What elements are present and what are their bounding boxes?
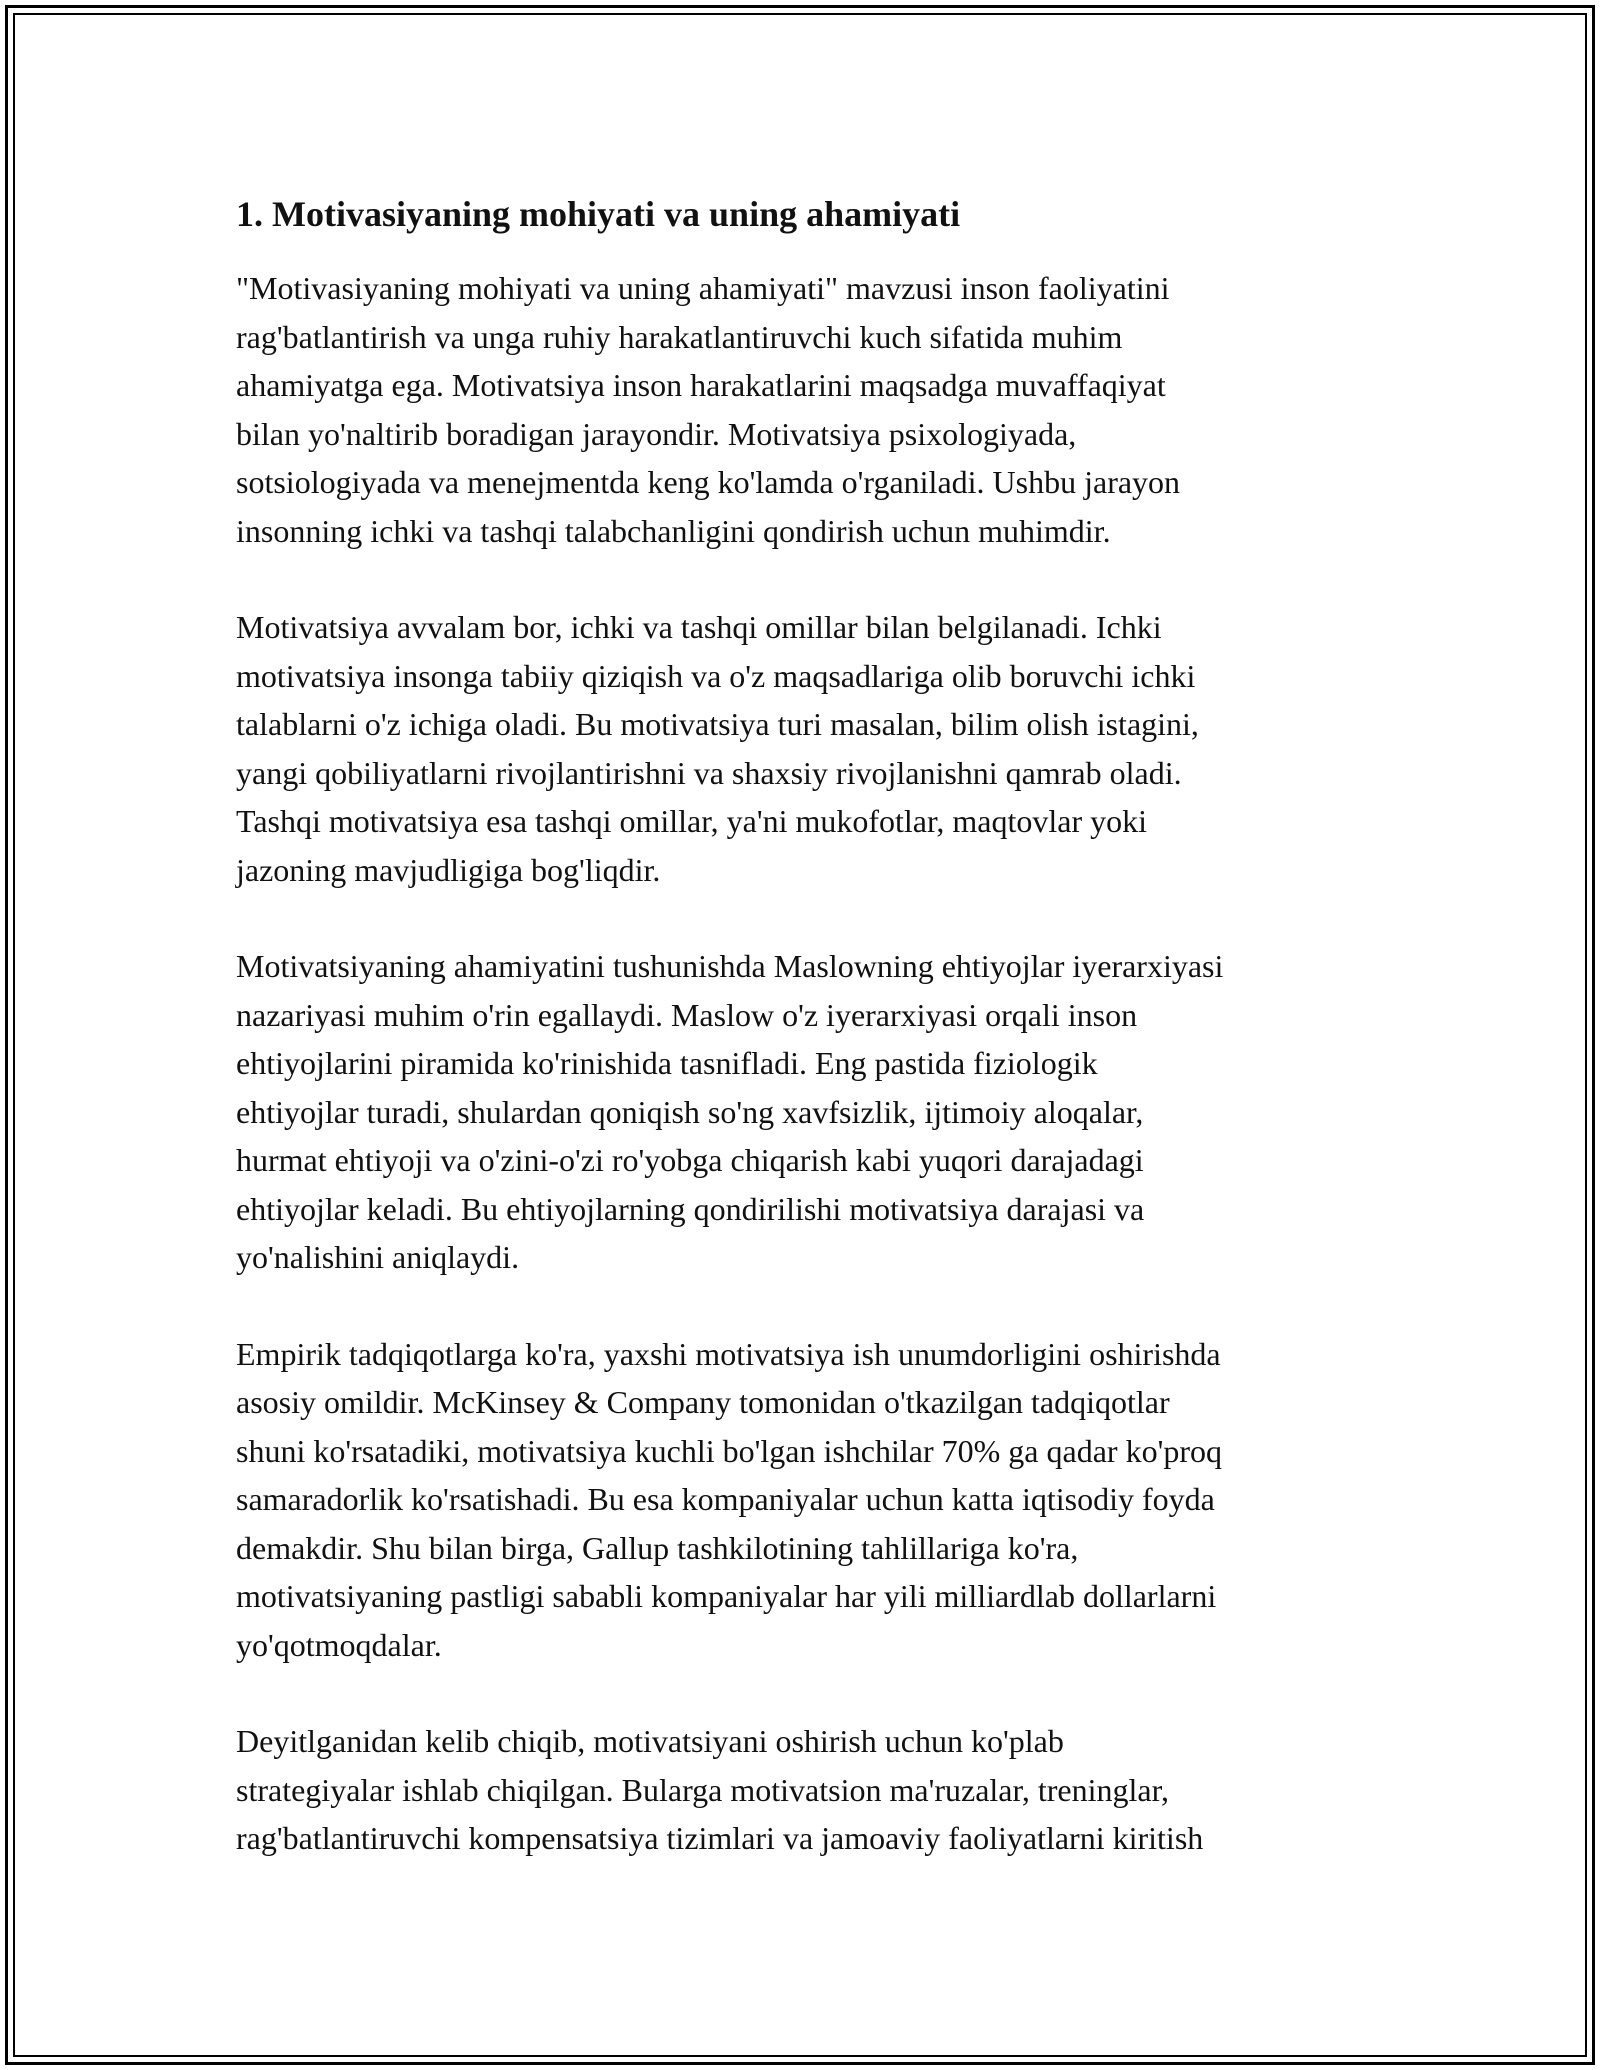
paragraph-line: motivatsiyaning pastligi sababli kompaniyalar har yili milliardlab dollarlarni: [236, 1578, 1217, 1614]
paragraph-line: talablarni o'z ichiga oladi. Bu motivatsiya turi masalan, bilim olish istagini,: [236, 706, 1199, 742]
document-title: 1. Motivasiyaning mohiyati va uning ahamiyati: [236, 194, 961, 234]
paragraph-line: yo'qotmoqdalar.: [236, 1626, 442, 1663]
paragraph-line: ehtiyojlarini piramida ko'rinishida tasnifladi. Eng pastida fiziologik: [236, 1045, 1098, 1081]
paragraph-line: motivatsiya insonga tabiiy qiziqish va o'z maqsadlariga olib boruvchi ichki: [236, 657, 1196, 694]
paragraph-line: ehtiyojlar turadi, shulardan qoniqish so'ng xavfsizlik, ijtimoiy aloqalar,: [236, 1093, 1144, 1130]
paragraph-line: shuni ko'rsatadiki, motivatsiya kuchli bo'lgan ishchilar 70% ga qadar ko'proq: [236, 1432, 1222, 1469]
paragraph-line: hurmat ehtiyoji va o'zini-o'zi ro'yobga chiqarish kabi yuqori darajadagi: [236, 1142, 1144, 1178]
paragraph-line: rag'batlantirish va unga ruhiy harakatlantiruvchi kuch sifatida muhim: [236, 318, 1123, 355]
paragraph-line: asosiy omildir. McKinsey & Company tomonidan o'tkazilgan tadqiqotlar: [236, 1384, 1170, 1420]
paragraph-line: ahamiyatga ega. Motivatsiya inson harakatlarini maqsadga muvaffaqiyat: [236, 367, 1166, 403]
paragraph-line: sotsiologiyada va menejmentda keng ko'lamda o'rganiladi. Ushbu jarayon: [236, 464, 1181, 500]
paragraph-line: Deyitlganidan kelib chiqib, motivatsiyani oshirish uchun ko'plab: [236, 1723, 1064, 1759]
paragraph-line: Empirik tadqiqotlarga ko'ra, yaxshi motivatsiya ish unumdorligini oshirishda: [236, 1335, 1221, 1372]
paragraph-line: Tashqi motivatsiya esa tashqi omillar, ya'ni mukofotlar, maqtovlar yoki: [236, 803, 1147, 839]
paragraph-line: Motivatsiyaning ahamiyatini tushunishda Maslowning ehtiyojlar iyerarxiyasi: [236, 948, 1224, 984]
paragraph-line: Motivatsiya avvalam bor, ichki va tashqi omillar bilan belgilanadi. Ichki: [236, 609, 1162, 645]
paragraph-line: bilan yo'naltirib boradigan jarayondir. Motivatsiya psixologiyada,: [236, 415, 1077, 452]
paragraph-1: [236, 264, 1376, 555]
paragraph-3: [236, 942, 1376, 1282]
paragraph-line: samaradorlik ko'rsatishadi. Bu esa kompaniyalar uchun katta iqtisodiy foyda: [236, 1481, 1215, 1517]
paragraph-5: [236, 1717, 1376, 1863]
paragraph-4: [236, 1330, 1376, 1670]
paragraph-line: "Motivasiyaning mohiyati va uning ahamiyati" mavzusi inson faoliyatini: [236, 270, 1170, 306]
paragraph-line: yo'nalishini aniqlaydi.: [236, 1239, 520, 1275]
paragraph-line: strategiyalar ishlab chiqilgan. Bularga motivatsion ma'ruzalar, treninglar,: [236, 1771, 1169, 1808]
paragraph-2: [236, 603, 1376, 894]
paragraph-line: yangi qobiliyatlarni rivojlantirishni va shaxsiy rivojlanishni qamrab oladi.: [236, 754, 1182, 791]
paragraph-line: nazariyasi muhim o'rin egallaydi. Maslow o'z iyerarxiyasi orqali inson: [236, 996, 1138, 1033]
document-body: [236, 188, 1376, 1911]
paragraph-line: ehtiyojlar keladi. Bu ehtiyojlarning qondirilishi motivatsiya darajasi va: [236, 1190, 1145, 1227]
paragraph-line: rag'batlantiruvchi kompensatsiya tizimlari va jamoaviy faoliyatlarni kiritish: [236, 1820, 1204, 1856]
paragraph-line: insonning ichki va tashqi talabchanligini qondirish uchun muhimdir.: [236, 512, 1111, 549]
paragraph-line: demakdir. Shu bilan birga, Gallup tashkilotining tahlillariga ko'ra,: [236, 1529, 1079, 1566]
paragraph-line: jazoning mavjudligiga bog'liqdir.: [236, 851, 661, 888]
